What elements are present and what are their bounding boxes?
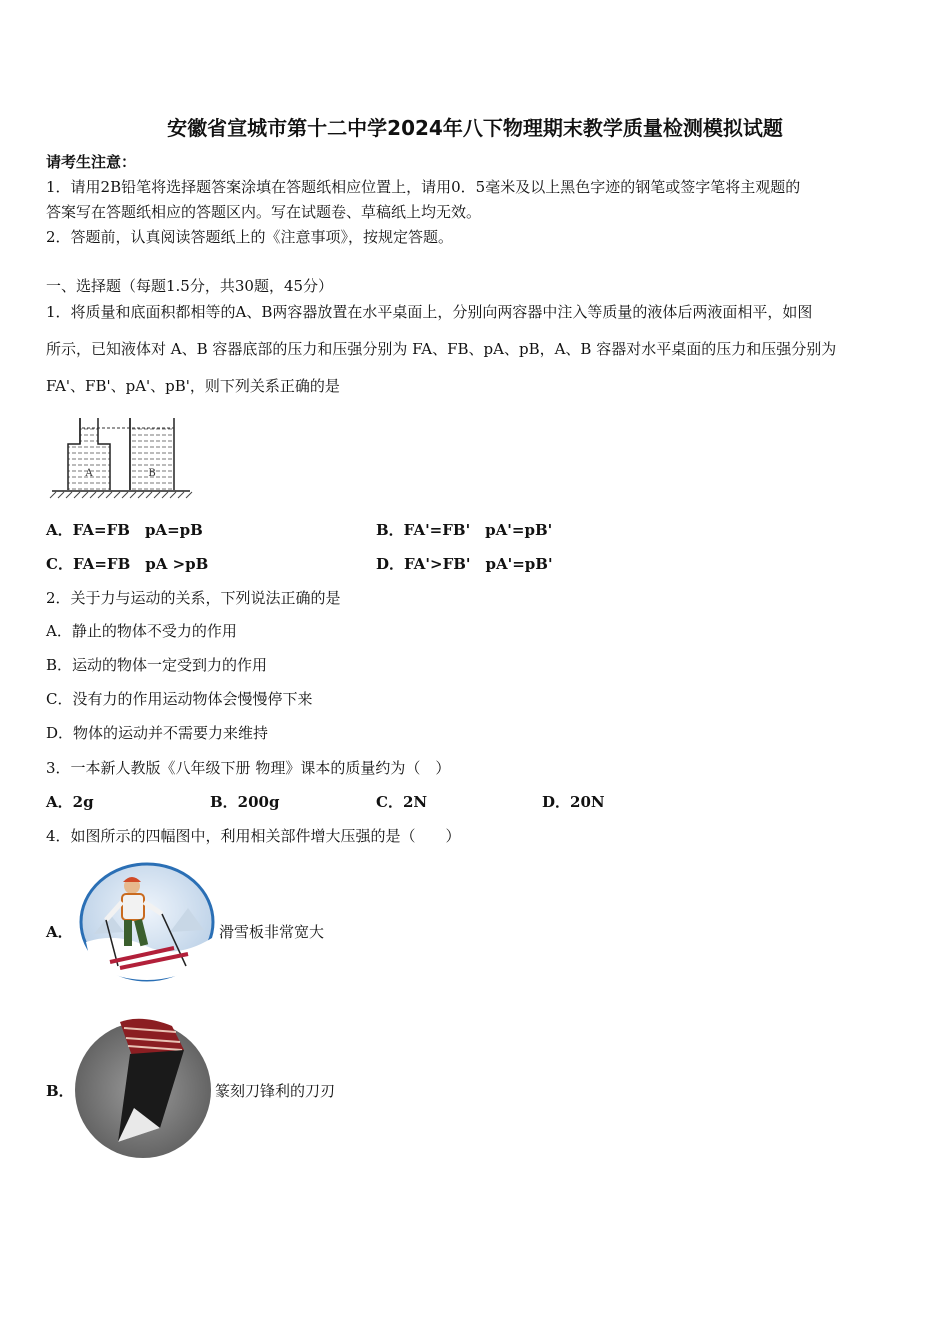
q3-option-a[interactable]: A．2g	[46, 793, 94, 811]
q1-option-a[interactable]: A．FA=FB pA=pB	[46, 521, 203, 539]
q2-option-b[interactable]: B．运动的物体一定受到力的作用	[46, 656, 268, 674]
q4-option-b-letter[interactable]: B．	[46, 1082, 74, 1100]
q1-option-d[interactable]: D．FA'>FB' pA'=pB'	[376, 555, 553, 573]
q1-stem-line-3: FA'、FB'、pA'、pB'，则下列关系正确的是	[46, 377, 340, 395]
q1-stem-line-1: 1．将质量和底面积都相等的A、B两容器放置在水平桌面上，分别向两容器中注入等质量的液体后两液面相平，如图	[46, 303, 813, 321]
skier-image	[76, 862, 218, 986]
containers-figure	[48, 414, 193, 500]
container-b-liquid	[130, 428, 174, 490]
q3-stem: 3．一本新人教版《八年级下册 物理》课本的质量约为（ ）	[46, 759, 451, 777]
page-title: 安徽省宣城市第十二中学2024年八下物理期末教学质量检测模拟试题	[167, 116, 783, 140]
notice-line-3: 2．答题前，认真阅读答题纸上的《注意事项》，按规定答题。	[46, 228, 454, 246]
q1-stem-line-2: 所示，已知液体对 A、B 容器底部的压力和压强分别为 FA、FB、pA、pB，A、B 容器对水平桌面的压力和压强分别为	[46, 340, 837, 358]
q3-option-d[interactable]: D．20N	[542, 793, 605, 811]
container-a-liquid-lower	[68, 444, 110, 490]
q1-option-c[interactable]: C．FA=FB pA >pB	[46, 555, 209, 573]
carving-knife-image	[72, 1016, 214, 1160]
label-b: B	[148, 468, 156, 479]
skier-jacket	[122, 894, 144, 920]
q2-option-a[interactable]: A．静止的物体不受力的作用	[46, 622, 237, 640]
q4-option-a-letter[interactable]: A．	[46, 923, 73, 941]
notice-heading: 请考生注意：	[46, 153, 137, 171]
q3-option-c[interactable]: C．2N	[376, 793, 428, 811]
q4-option-b-text: 篆刻刀锋利的刀刃	[215, 1082, 336, 1100]
notice-line-1: 1．请用2B铅笔将选择题答案涂填在答题纸相应位置上，请用0．5毫米及以上黑色字迹的钢笔或签字笔将主观题的	[46, 178, 801, 196]
q4-option-a-text: 滑雪板非常宽大	[219, 923, 325, 941]
ground-hatching	[50, 492, 192, 498]
q2-stem: 2．关于力与运动的关系，下列说法正确的是	[46, 589, 341, 607]
section-heading: 一、选择题（每题1.5分，共30题，45分）	[46, 277, 334, 295]
notice-line-2: 答案写在答题纸相应的答题区内。写在试题卷、草稿纸上均无效。	[46, 203, 482, 221]
q2-option-c[interactable]: C．没有力的作用运动物体会慢慢停下来	[46, 690, 313, 708]
q3-option-b[interactable]: B．200g	[210, 793, 280, 811]
q2-option-d[interactable]: D．物体的运动并不需要力来维持	[46, 724, 269, 742]
q4-stem: 4．如图所示的四幅图中，利用相关部件增大压强的是（ ）	[46, 827, 461, 845]
q1-option-b[interactable]: B．FA'=FB' pA'=pB'	[376, 521, 553, 539]
label-a: A	[85, 468, 93, 479]
container-a-liquid-neck	[80, 428, 98, 444]
